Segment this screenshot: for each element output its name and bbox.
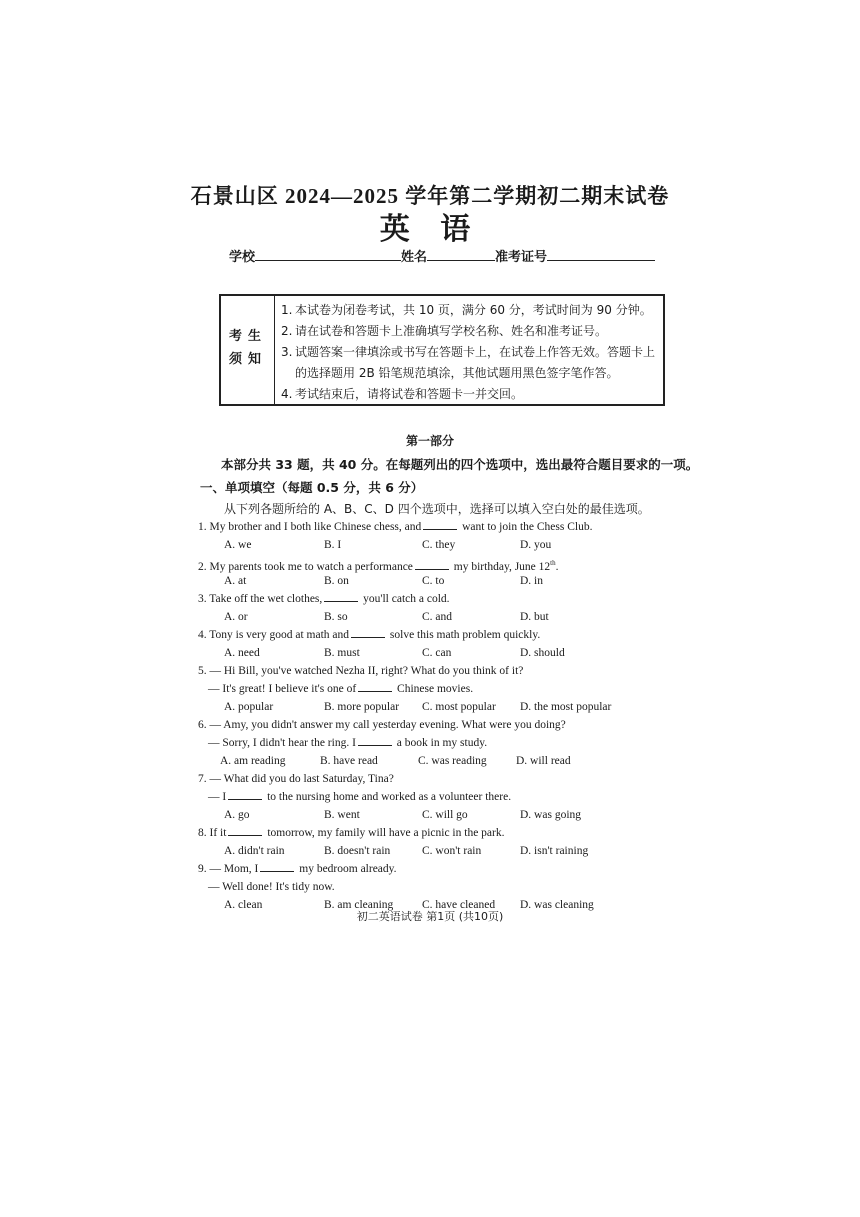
option-c[interactable]: C. won't rain — [422, 845, 482, 857]
notice-item — [277, 300, 663, 321]
option-c[interactable]: C. and — [422, 611, 453, 623]
notice-item — [277, 321, 663, 342]
option-row — [198, 608, 658, 626]
option-b[interactable]: B. went — [324, 809, 360, 821]
notice-item-text: 请在试卷和答题卡上准确填写学校名称、姓名和准考证号。 — [295, 324, 608, 338]
answer-blank — [415, 558, 449, 570]
option-row — [198, 752, 658, 770]
question-line — [198, 554, 658, 572]
question-line — [198, 770, 658, 788]
notice-label — [221, 296, 275, 404]
question-text: — It's great! I believe it's one of — [208, 683, 357, 695]
notice-item-number: 1. — [281, 303, 293, 317]
option-d[interactable]: D. the most popular — [520, 701, 612, 713]
option-b[interactable]: B. more popular — [324, 701, 400, 713]
answer-blank — [351, 626, 385, 638]
question-text: want to join the Chess Club. — [459, 521, 593, 533]
notice-box — [219, 294, 665, 406]
answer-blank — [358, 734, 392, 746]
question-item — [198, 590, 658, 626]
section-heading: 一、单项填空（每题 0.5 分，共 6 分） — [200, 480, 424, 495]
answer-blank — [423, 518, 457, 530]
name-field[interactable] — [427, 248, 495, 261]
notice-item-number: 3. — [281, 345, 293, 359]
option-a[interactable]: A. popular — [224, 701, 274, 713]
question-item — [198, 860, 658, 914]
answer-blank — [228, 788, 262, 800]
notice-list — [277, 300, 663, 405]
question-item — [198, 518, 658, 554]
option-a[interactable]: A. clean — [224, 899, 263, 911]
option-c[interactable]: C. have cleaned — [422, 899, 496, 911]
option-row — [198, 572, 658, 590]
option-row — [198, 698, 658, 716]
option-d[interactable]: D. was cleaning — [520, 899, 594, 911]
option-b[interactable]: B. so — [324, 611, 348, 623]
question-text: 5. — Hi Bill, you've watched Nezha II, right? What do you think of it? — [198, 665, 524, 677]
option-c[interactable]: C. was reading — [418, 755, 487, 767]
question-line — [198, 824, 658, 842]
question-text: 2. My parents took me to watch a performance — [198, 560, 413, 573]
question-item — [198, 626, 658, 662]
superscript: th — [550, 559, 556, 567]
option-c[interactable]: C. to — [422, 575, 445, 587]
id-label: 准考证号 — [495, 249, 548, 264]
option-c[interactable]: C. they — [422, 539, 456, 551]
option-a[interactable]: A. or — [224, 611, 248, 623]
question-text: a book in my study. — [393, 737, 488, 749]
page-footer: 初二英语试卷 第1页 (共10页) — [356, 910, 504, 923]
answer-blank — [358, 680, 392, 692]
option-a[interactable]: A. we — [224, 539, 252, 551]
notice-item-number: 4. — [281, 387, 293, 401]
option-d[interactable]: D. but — [520, 611, 549, 623]
option-d[interactable]: D. isn't raining — [520, 845, 589, 857]
option-row — [198, 842, 658, 860]
school-field[interactable] — [255, 248, 401, 261]
question-text: 8. If it — [198, 827, 227, 839]
student-info-line — [229, 246, 669, 265]
option-row — [198, 806, 658, 824]
question-line — [198, 878, 658, 896]
option-b[interactable]: B. on — [324, 575, 349, 587]
question-item — [198, 716, 658, 770]
subject-title: 英 语 — [379, 212, 481, 247]
option-d[interactable]: D. should — [520, 647, 565, 659]
question-text: — I — [208, 791, 227, 803]
option-b[interactable]: B. I — [324, 539, 342, 551]
question-line — [198, 788, 658, 806]
option-b[interactable]: B. doesn't rain — [324, 845, 391, 857]
question-item — [198, 770, 658, 824]
option-b[interactable]: B. am cleaning — [324, 899, 394, 911]
question-text: 3. Take off the wet clothes, — [198, 593, 323, 605]
option-c[interactable]: C. most popular — [422, 701, 496, 713]
notice-item — [277, 342, 663, 384]
answer-blank — [228, 824, 262, 836]
notice-label-top: 考生 — [228, 329, 267, 344]
option-c[interactable]: C. will go — [422, 809, 468, 821]
exam-title: 石景山区 2024—2025 学年第二学期初二期末试卷 — [190, 184, 670, 208]
question-text: 9. — Mom, I — [198, 863, 259, 875]
section-instruction: 从下列各题所给的 A、B、C、D 四个选项中，选择可以填入空白处的最佳选项。 — [224, 502, 650, 516]
question-text: my bedroom already. — [296, 863, 397, 875]
answer-blank — [324, 590, 358, 602]
question-item — [198, 824, 658, 860]
notice-label-bottom: 须知 — [228, 352, 267, 367]
question-text: you'll catch a cold. — [360, 593, 450, 605]
option-row — [198, 536, 658, 554]
option-a[interactable]: A. am reading — [220, 755, 286, 767]
question-item — [198, 554, 658, 590]
notice-item-text: 考试结束后，请将试卷和答题卡一并交回。 — [295, 387, 524, 401]
question-line — [198, 734, 658, 752]
option-a[interactable]: A. go — [224, 809, 250, 821]
option-a[interactable]: A. didn't rain — [224, 845, 285, 857]
id-field[interactable] — [547, 248, 655, 261]
answer-blank — [260, 860, 294, 872]
question-text: Chinese movies. — [394, 683, 474, 695]
question-text: 4. Tony is very good at math and — [198, 629, 350, 641]
option-b[interactable]: B. must — [324, 647, 360, 659]
question-text: my birthday, June 12 — [450, 560, 551, 573]
notice-item-number: 2. — [281, 324, 293, 338]
option-d[interactable]: D. in — [520, 575, 543, 587]
question-line — [198, 518, 658, 536]
question-text: 6. — Amy, you didn't answer my call yesterday evening. What were you doing? — [198, 719, 566, 731]
question-line — [198, 590, 658, 608]
question-line — [198, 860, 658, 878]
question-text: tomorrow, my family will have a picnic in the park. — [264, 827, 505, 839]
option-row — [198, 644, 658, 662]
question-line — [198, 716, 658, 734]
option-a[interactable]: A. at — [224, 575, 247, 587]
question-list — [198, 518, 658, 914]
question-text: — Well done! It's tidy now. — [208, 881, 335, 893]
part-title: 第一部分 — [405, 434, 454, 448]
option-b[interactable]: B. have read — [320, 755, 378, 767]
question-text: 1. My brother and I both like Chinese chess, and — [198, 521, 422, 533]
option-a[interactable]: A. need — [224, 647, 260, 659]
notice-item — [277, 384, 663, 405]
question-item — [198, 662, 658, 716]
question-text: solve this math problem quickly. — [387, 629, 541, 641]
option-d[interactable]: D. was going — [520, 809, 582, 821]
school-label: 学校 — [229, 249, 256, 264]
question-text: 7. — What did you do last Saturday, Tina? — [198, 773, 394, 785]
option-c[interactable]: C. can — [422, 647, 452, 659]
notice-item-text: 试题答案一律填涂或书写在答题卡上，在试卷上作答无效。答题卡上的选择题用 2B 铅笔规范填涂，其他试题用黑色签字笔作答。 — [295, 345, 656, 380]
question-text: — Sorry, I didn't hear the ring. I — [208, 737, 356, 749]
question-text: . — [555, 560, 559, 573]
part-description: 本部分共 33 题，共 40 分。在每题列出的四个选项中，选出最符合题目要求的一项。 — [221, 457, 699, 472]
name-label: 姓名 — [401, 249, 428, 264]
option-d[interactable]: D. you — [520, 539, 552, 551]
question-line — [198, 680, 658, 698]
option-d[interactable]: D. will read — [516, 755, 571, 767]
question-text: to the nursing home and worked as a volunteer there. — [264, 791, 512, 803]
notice-item-text: 本试卷为闭卷考试，共 10 页，满分 60 分，考试时间为 90 分钟。 — [295, 303, 652, 317]
question-line — [198, 626, 658, 644]
question-line — [198, 662, 658, 680]
